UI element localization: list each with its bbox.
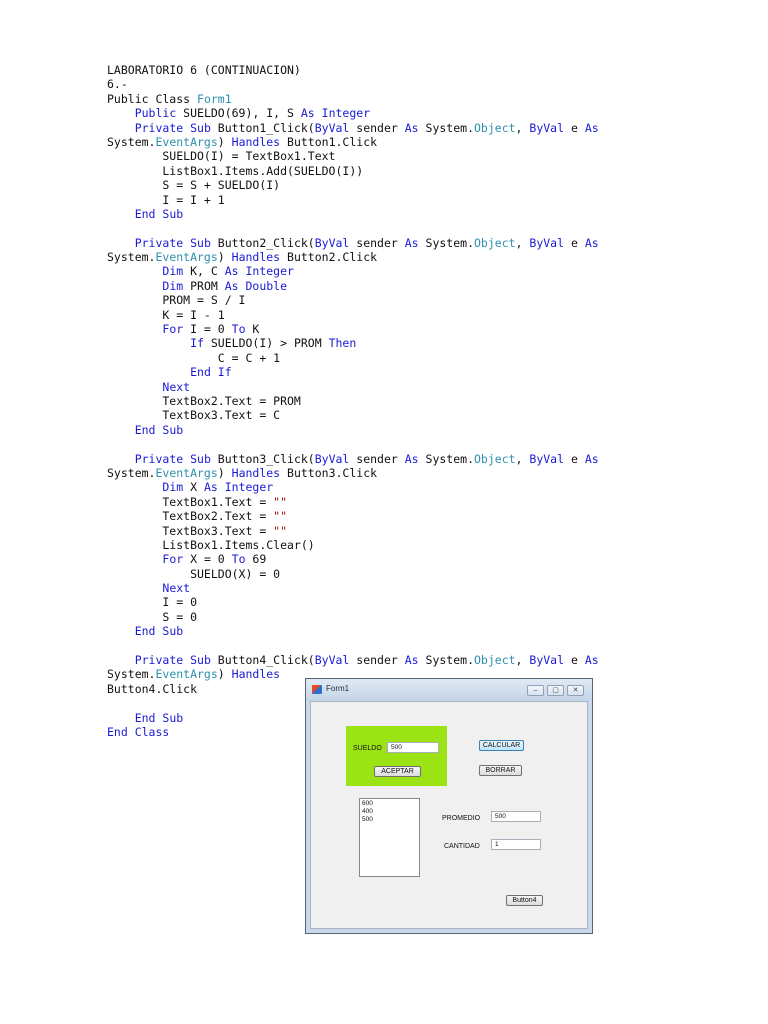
code-type: EventArgs <box>155 250 218 265</box>
code-keyword: To <box>231 322 246 337</box>
code-line <box>107 509 599 523</box>
code-text: TextBox2.Text = PROM <box>107 393 301 408</box>
input-panel <box>346 726 447 786</box>
code-line <box>107 581 599 595</box>
code-text: PROM = S / I <box>107 293 246 308</box>
code-type: Object <box>474 653 516 668</box>
code-text <box>107 552 162 566</box>
code-body <box>107 92 599 740</box>
code-keyword: As Integer <box>203 480 274 495</box>
code-keyword: ByVal <box>529 235 565 250</box>
code-line <box>107 121 599 135</box>
code-line <box>107 639 599 653</box>
code-text <box>107 207 135 221</box>
code-line <box>107 365 599 379</box>
code-text: , <box>515 653 530 668</box>
code-line <box>107 452 599 466</box>
aceptar-button[interactable]: ACEPTAR <box>374 766 421 777</box>
code-keyword: As <box>404 120 419 135</box>
code-text: System. <box>107 667 156 682</box>
code-keyword: ByVal <box>314 451 350 466</box>
code-type: Object <box>474 235 516 250</box>
maximize-icon[interactable]: ▢ <box>547 685 564 696</box>
code-text: SUELDO(I) > PROM <box>203 336 329 351</box>
code-text: sender <box>349 653 405 668</box>
title-bar[interactable] <box>306 679 592 701</box>
code-keyword: ByVal <box>314 653 350 668</box>
code-line <box>107 624 599 638</box>
code-keyword: Then <box>328 336 357 351</box>
code-text: e <box>564 653 585 668</box>
code-text: TextBox1.Text = <box>107 494 274 509</box>
code-text: Button4.Click <box>107 681 198 696</box>
form-client-area <box>310 701 588 929</box>
code-line <box>107 595 599 609</box>
code-keyword: Handles <box>231 667 281 682</box>
list-item[interactable]: 600 <box>362 800 373 807</box>
sueldo-listbox[interactable] <box>359 798 420 877</box>
code-keyword: ByVal <box>314 235 350 250</box>
code-keyword: Next <box>162 581 191 596</box>
code-text: K <box>245 322 260 337</box>
list-item[interactable]: 500 <box>362 816 373 823</box>
minimize-icon[interactable]: – <box>527 685 544 696</box>
code-text: Button4_Click( <box>210 653 315 668</box>
code-line <box>107 250 599 264</box>
code-text: sender <box>349 120 405 135</box>
code-line <box>107 480 599 494</box>
document-heading: LABORATORIO 6 (CONTINUACION) <box>107 63 301 77</box>
calcular-button[interactable]: CALCULAR <box>479 740 524 751</box>
code-keyword: End Sub <box>134 206 184 221</box>
code-text: ListBox1.Items.Add(SUELDO(I)) <box>107 163 364 178</box>
code-keyword: Handles <box>231 134 281 149</box>
code-text: SUELDO(69), I, S <box>176 106 301 121</box>
app-icon <box>312 685 322 694</box>
code-type: Object <box>474 451 516 466</box>
code-keyword: As <box>584 235 599 250</box>
code-line <box>107 178 599 192</box>
code-text: , <box>515 451 530 466</box>
code-listing <box>107 63 599 739</box>
borrar-button[interactable]: BORRAR <box>479 765 522 776</box>
sueldo-textbox[interactable]: 500 <box>387 742 439 753</box>
code-text: I = I + 1 <box>107 192 225 207</box>
code-text: S = 0 <box>107 609 198 624</box>
sueldo-label: SUELDO <box>353 745 382 752</box>
code-text: e <box>564 451 585 466</box>
code-text: Button2_Click( <box>210 235 315 250</box>
code-line <box>107 423 599 437</box>
code-keyword: End Sub <box>134 422 184 437</box>
code-text: sender <box>349 451 405 466</box>
code-text: Button2.Click <box>280 250 378 265</box>
code-text <box>107 380 162 394</box>
code-keyword: End Sub <box>134 624 184 639</box>
code-keyword: Dim <box>162 264 184 279</box>
code-text <box>107 624 135 638</box>
code-type: Object <box>474 120 516 135</box>
code-text <box>107 236 135 250</box>
code-line <box>107 552 599 566</box>
code-keyword: As <box>404 653 419 668</box>
code-text: ) <box>217 250 232 265</box>
code-type: EventArgs <box>155 134 218 149</box>
code-line <box>107 351 599 365</box>
code-text: e <box>564 235 585 250</box>
code-text: PROM <box>183 278 225 293</box>
window-title: Form1 <box>326 684 350 693</box>
cantidad-label: CANTIDAD <box>444 843 480 850</box>
code-text: TextBox3.Text = <box>107 523 274 538</box>
code-text <box>107 423 135 437</box>
code-keyword: To <box>231 552 246 567</box>
code-text <box>107 365 190 379</box>
code-line <box>107 236 599 250</box>
code-text: System. <box>418 451 474 466</box>
form1-window <box>305 678 593 934</box>
code-text <box>107 264 162 278</box>
code-keyword: End Class <box>107 724 170 739</box>
code-keyword: End Sub <box>134 710 184 725</box>
code-text: X <box>183 480 204 495</box>
code-string: "" <box>273 494 288 509</box>
code-text <box>107 711 135 725</box>
code-text: I = 0 <box>183 322 232 337</box>
code-text: SUELDO(X) = 0 <box>107 566 281 581</box>
code-text: TextBox3.Text = C <box>107 408 281 423</box>
code-keyword: Private Sub <box>134 653 211 668</box>
code-text: , <box>515 235 530 250</box>
code-type: Form1 <box>197 91 232 106</box>
code-type: EventArgs <box>155 465 218 480</box>
code-line <box>107 264 599 278</box>
code-keyword: As <box>584 451 599 466</box>
code-keyword: As <box>584 120 599 135</box>
code-keyword: Dim <box>162 480 184 495</box>
code-keyword: As <box>584 653 599 668</box>
code-line <box>107 293 599 307</box>
code-line <box>107 221 599 235</box>
code-text <box>107 452 135 466</box>
code-text: e <box>564 120 585 135</box>
code-line <box>107 322 599 336</box>
code-text: System. <box>418 653 474 668</box>
code-line <box>107 279 599 293</box>
code-text: X = 0 <box>183 552 232 567</box>
code-keyword: As <box>404 235 419 250</box>
code-text: ) <box>217 134 232 149</box>
code-string: "" <box>273 509 288 524</box>
code-text <box>107 581 162 595</box>
code-text: ) <box>217 465 232 480</box>
code-line <box>107 408 599 422</box>
code-line <box>107 466 599 480</box>
code-keyword: Private Sub <box>134 120 211 135</box>
code-keyword: For <box>162 322 184 337</box>
code-keyword: Public <box>134 106 177 121</box>
code-line <box>107 193 599 207</box>
code-text: System. <box>107 250 156 265</box>
code-text: Button1_Click( <box>210 120 315 135</box>
code-keyword: As Integer <box>224 264 294 279</box>
code-text: SUELDO(I) = TextBox1.Text <box>107 149 336 164</box>
code-text <box>107 480 162 494</box>
code-line <box>107 336 599 350</box>
code-text <box>107 106 135 120</box>
code-text: Button1.Click <box>280 134 378 149</box>
promedio-textbox[interactable]: 500 <box>491 811 541 822</box>
code-text: K = I - 1 <box>107 307 225 322</box>
code-keyword: For <box>162 552 184 567</box>
code-text <box>107 653 135 667</box>
code-text: sender <box>349 235 405 250</box>
code-line <box>107 538 599 552</box>
code-text: K, C <box>183 264 225 279</box>
promedio-label: PROMEDIO <box>442 815 481 822</box>
code-keyword: Next <box>162 379 191 394</box>
code-text: ) <box>217 667 232 682</box>
exercise-number: 6.- <box>107 77 128 92</box>
close-icon[interactable]: ✕ <box>567 685 584 696</box>
code-line <box>107 135 599 149</box>
code-text: TextBox2.Text = <box>107 509 274 524</box>
code-keyword: End If <box>190 365 232 380</box>
code-keyword: Private Sub <box>134 451 211 466</box>
code-keyword: As Double <box>224 278 288 293</box>
button4[interactable]: Button4 <box>506 895 543 906</box>
code-keyword: ByVal <box>529 653 565 668</box>
code-text <box>107 336 190 350</box>
code-keyword: Handles <box>231 250 281 265</box>
code-line <box>107 524 599 538</box>
code-text: I = 0 <box>107 595 198 610</box>
code-keyword: ByVal <box>314 120 350 135</box>
code-line <box>107 653 599 667</box>
code-text: Button3.Click <box>280 465 378 480</box>
code-line <box>107 207 599 221</box>
code-line <box>107 567 599 581</box>
code-line <box>107 495 599 509</box>
code-line <box>107 437 599 451</box>
code-line <box>107 149 599 163</box>
code-string: "" <box>273 523 288 538</box>
code-text: Button3_Click( <box>210 451 315 466</box>
code-text: S = S + SUELDO(I) <box>107 178 281 193</box>
code-keyword: Private Sub <box>134 235 211 250</box>
code-line <box>107 394 599 408</box>
code-text <box>107 322 162 336</box>
code-keyword: As <box>404 451 419 466</box>
code-text: , <box>515 120 530 135</box>
code-line <box>107 610 599 624</box>
code-text: 69 <box>245 552 267 567</box>
code-keyword: Dim <box>162 278 184 293</box>
code-keyword: As Integer <box>300 106 371 121</box>
code-text: ListBox1.Items.Clear() <box>107 537 315 552</box>
code-keyword: If <box>190 336 204 351</box>
code-text: System. <box>418 120 474 135</box>
code-line <box>107 308 599 322</box>
code-text: System. <box>418 235 474 250</box>
code-line <box>107 380 599 394</box>
code-text: Public Class <box>107 91 198 106</box>
code-text <box>107 121 135 135</box>
code-line <box>107 106 599 120</box>
code-line <box>107 164 599 178</box>
code-text: System. <box>107 465 156 480</box>
code-line <box>107 92 599 106</box>
code-text: C = C + 1 <box>107 350 281 365</box>
code-type: EventArgs <box>155 667 218 682</box>
list-item[interactable]: 400 <box>362 808 373 815</box>
code-text: System. <box>107 134 156 149</box>
cantidad-textbox[interactable]: 1 <box>491 839 541 850</box>
code-keyword: ByVal <box>529 120 565 135</box>
code-text <box>107 279 162 293</box>
code-keyword: Handles <box>231 465 281 480</box>
code-keyword: ByVal <box>529 451 565 466</box>
